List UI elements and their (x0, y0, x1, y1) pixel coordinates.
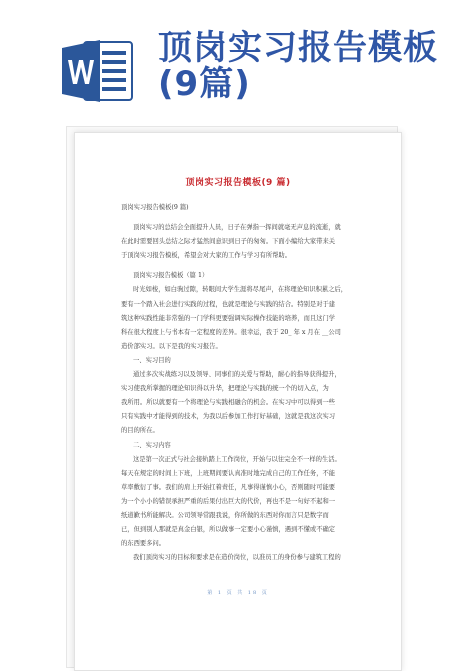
document-body (121, 201, 369, 565)
text-line: 一、实习目的 (133, 356, 171, 364)
document-page (74, 132, 402, 671)
text-line: 筑这种实践性能非常强的一门学科更要强调实际操作技能的培养，而且这门学 (121, 314, 336, 322)
text-line: 要有一个踏入社会进行实践的过程，也就是理论与实践的结合。特别是对于建 (121, 300, 336, 308)
text-line: 这是第一次正式与社会接轨踏上工作岗位，开始与以往完全不一样的生活。 (133, 455, 341, 463)
text-line: 为一个小小的错误承担严重的后果付出巨大的代价，再也不是一句好不起和一 (121, 497, 336, 505)
text-line: 已，但到别人那就是真金白银，所以做事一定要小心谨慎，遇到不懂或不确定 (121, 526, 336, 534)
text-line: 草率敷衍了事。我们的肩上开始扛着责任，凡事得谨慎小心，否则随时可能要 (121, 483, 336, 491)
text-line: 的目的所在。 (121, 427, 159, 435)
title-line-2: (9篇) (158, 64, 251, 104)
document-title: 顶岗实习报告模板(9 篇) (185, 178, 291, 188)
text-line: 我们顶岗实习的目标和要求是在造价岗位，以准员工的身份参与建筑工程的 (133, 554, 341, 562)
page-footer: 第 1 页 共 18 页 (207, 590, 269, 596)
text-line: 通过多次实战练习以及领导、同事们的关爱与帮助，耐心的指导获得提升， (133, 371, 341, 379)
title-line-1: 顶岗实习报告模板 (158, 28, 438, 68)
text-line: 造价部实习。以下是我的实习报告。 (121, 342, 222, 350)
text-line: 二、实习内容 (133, 441, 171, 449)
text-line: 在此时需要回头总结之际才猛然间意识到日子的匆匆。下面小编给大家带来关 (121, 238, 336, 246)
document-preview (64, 124, 410, 669)
text-line: 只有实践中才能得到的技术，为我以后参加工作打好基础，这就是我这次实习 (121, 413, 336, 421)
header (0, 0, 474, 118)
text-line: 纸道歉书所能解决。公司领导常跟我说，你所做的东西对你而言只是数字而 (121, 511, 329, 519)
text-line: 的东西要多问。 (121, 540, 166, 548)
text-line: 顶岗实习报告模板(9 篇) (121, 204, 189, 211)
text-line: 顶岗实习报告模板（篇 1） (133, 272, 209, 280)
text-line: 我所用。所以就要有一个将理论与实践相融合的机会。在实习中可以得到一些 (121, 399, 336, 407)
text-line: 顶岗实习的总结会全面提升人员，日子在弹指一挥间就毫无声息的流逝，就 (133, 224, 341, 232)
text-line: 时光如梭，如白驹过隙，转眼间大学生涯将尽尾声，在将理论知识积累之后， (133, 286, 348, 294)
text-line: 科在很大程度上与书本有一定程度的差异。很幸运，我于 20_ 年 x 月在 __公司 (121, 328, 341, 336)
text-line: 实习使我所掌握的理论知识得以升华，把理论与实践的统一个的切入点，为 (121, 385, 329, 393)
text-line: 每天在规定的时间上下班，上班期间要认真准时地完成自己的工作任务，不能 (121, 469, 336, 477)
text-line: 于顶岗实习报告模板，希望会对大家的工作与学习有所帮助。 (121, 252, 292, 260)
page-title (158, 30, 458, 102)
word-icon (62, 38, 134, 104)
